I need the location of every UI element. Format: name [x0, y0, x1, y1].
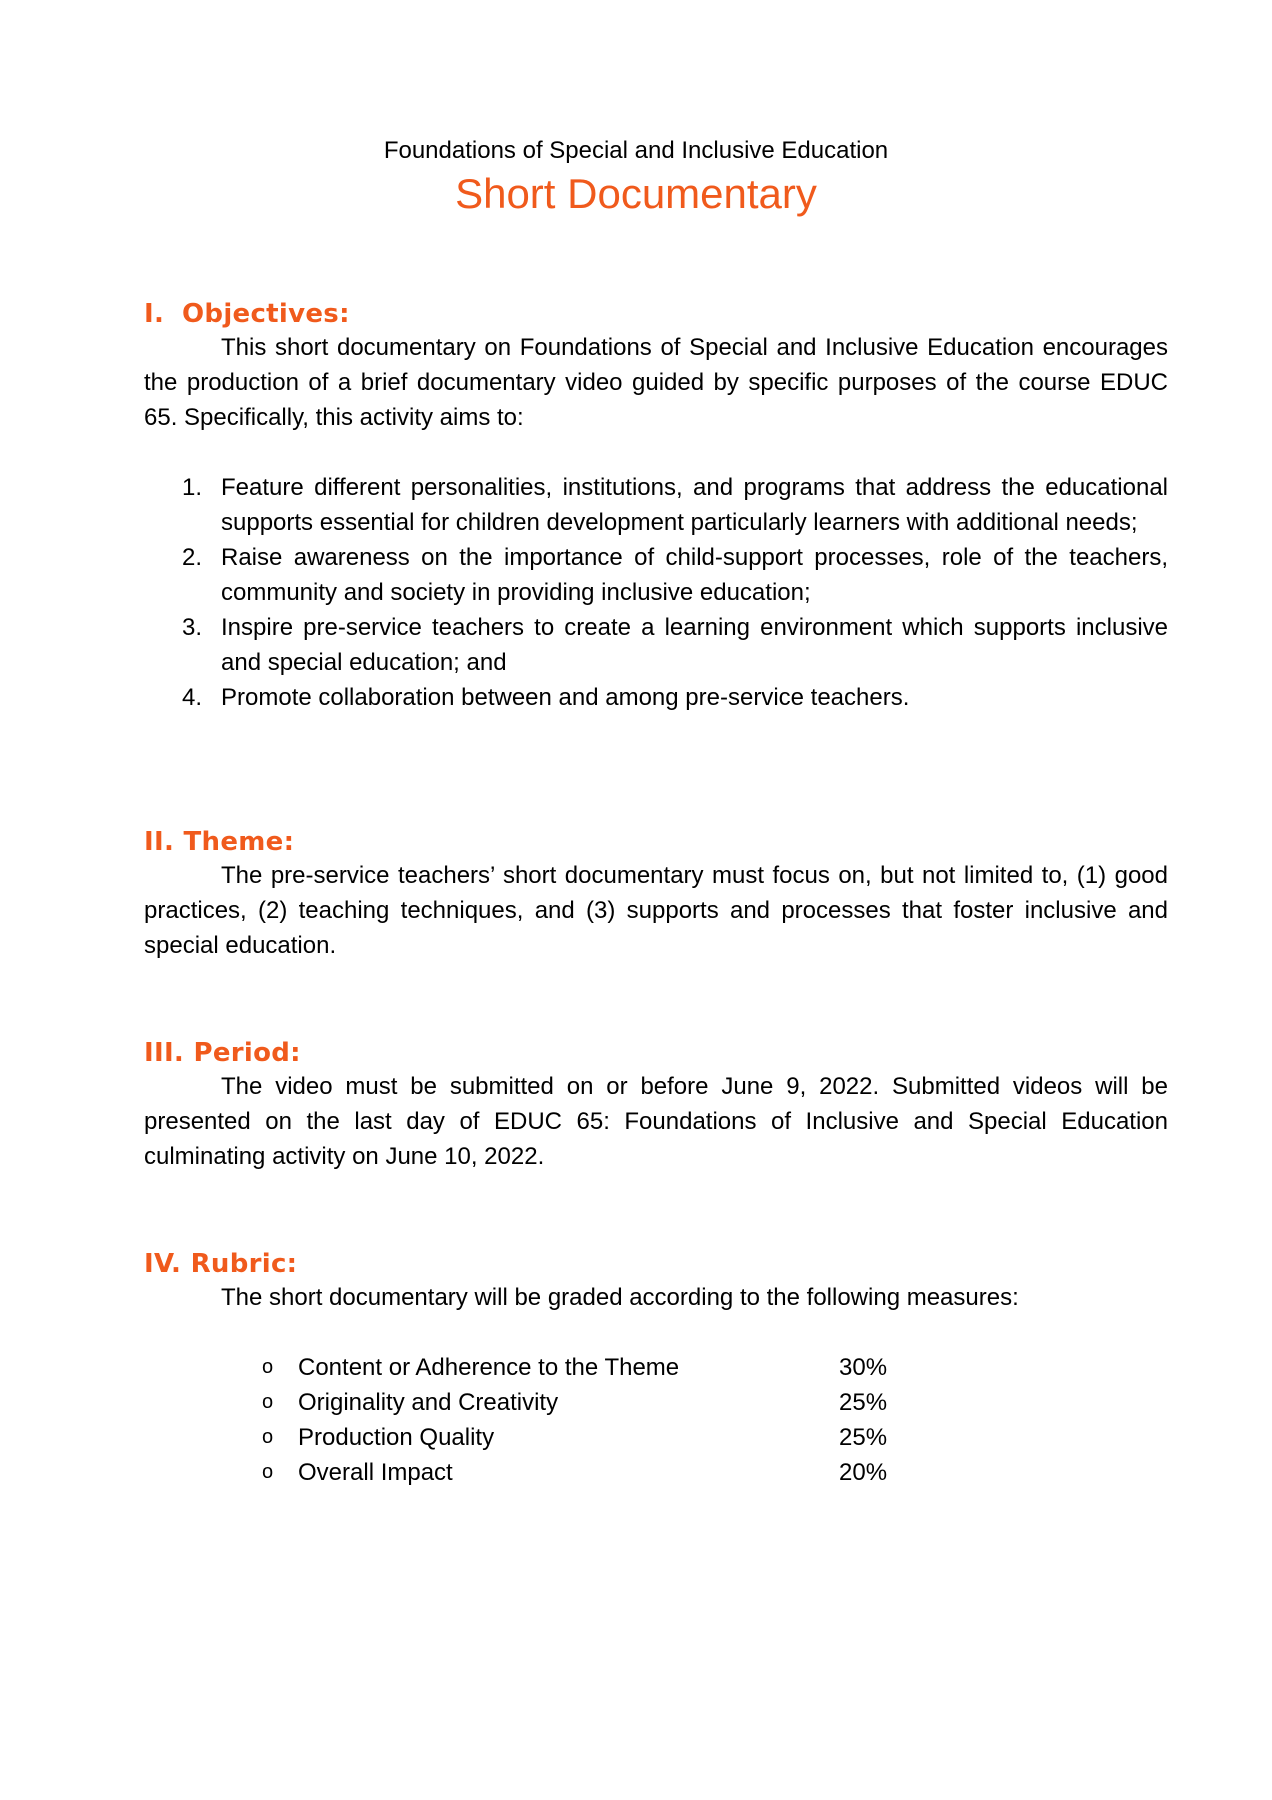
bullet-icon: o — [262, 1391, 274, 1413]
rubric-weight: 30% — [839, 1354, 888, 1381]
section-heading-rubric — [144, 1248, 1168, 1280]
list-item — [144, 610, 1168, 680]
list-item — [144, 680, 1168, 715]
rubric-list — [144, 1350, 1168, 1490]
list-item-number: 2. — [182, 544, 203, 571]
rubric-intro: The short documentary will be graded according to the following measures: — [221, 1284, 1019, 1311]
period-text: The video must be submitted on or before June 9, 2022. Submitted videos will be presented on the last day of EDUC 65: Foundations of Inclusive and Special Education culminating activity on June 10, 2022. — [144, 1073, 1168, 1170]
document-title: Short Documentary — [455, 170, 817, 217]
bullet-icon: o — [262, 1461, 274, 1483]
list-item-text: Inspire pre-service teachers to create a learning environment which supports inclusive and special education; and — [221, 614, 1168, 676]
rubric-row — [144, 1385, 1168, 1420]
bullet-icon: o — [262, 1426, 274, 1448]
rubric-weight: 25% — [839, 1424, 888, 1451]
section-theme — [144, 826, 1168, 963]
rubric-criterion: Originality and Creativity — [298, 1389, 559, 1416]
list-item-text: Raise awareness on the importance of child-support processes, role of the teachers, community and society in providing inclusive education; — [221, 544, 1168, 606]
list-item — [144, 540, 1168, 610]
section-title: Period: — [193, 1038, 301, 1068]
bullet-icon: o — [262, 1356, 274, 1378]
rubric-row — [144, 1455, 1168, 1490]
section-rubric — [144, 1248, 1168, 1490]
list-item — [144, 470, 1168, 540]
theme-text: The pre-service teachers’ short documentary must focus on, but not limited to, (1) good practices, (2) teaching techniques, and (3) supports and processes that foster inclusive and special education. — [144, 862, 1168, 959]
rubric-criterion: Production Quality — [298, 1424, 495, 1451]
objectives-intro: This short documentary on Foundations of Special and Inclusive Education encourages the production of a brief documentary video guided by specific purposes of the course EDUC 65. Specifically, this activity aims to: — [144, 334, 1168, 431]
course-title: Foundations of Special and Inclusive Education — [383, 137, 889, 164]
section-number: III. — [144, 1038, 185, 1068]
section-heading-period — [144, 1037, 1168, 1069]
section-period — [144, 1037, 1168, 1174]
rubric-criterion: Content or Adherence to the Theme — [298, 1354, 680, 1381]
section-title: Objectives: — [182, 299, 350, 329]
list-item-text: Promote collaboration between and among pre-service teachers. — [221, 684, 910, 711]
rubric-row — [144, 1350, 1168, 1385]
list-item-number: 4. — [182, 684, 203, 711]
section-number: II. — [144, 827, 175, 857]
section-title: Theme: — [183, 827, 295, 857]
section-objectives — [144, 298, 1168, 715]
section-heading-objectives — [144, 298, 1168, 330]
list-item-number: 1. — [182, 474, 203, 501]
rubric-criterion: Overall Impact — [298, 1459, 453, 1486]
section-heading-theme — [144, 826, 1168, 858]
list-item-text: Feature different personalities, institutions, and programs that address the educational supports essential for children development particularly learners with additional needs; — [221, 474, 1168, 536]
section-number: I. — [144, 299, 165, 329]
section-number: IV. — [144, 1249, 182, 1279]
objectives-list — [144, 470, 1168, 715]
section-title: Rubric: — [190, 1249, 298, 1279]
list-item-number: 3. — [182, 614, 203, 641]
rubric-row — [144, 1420, 1168, 1455]
rubric-weight: 20% — [839, 1459, 888, 1486]
rubric-weight: 25% — [839, 1389, 888, 1416]
